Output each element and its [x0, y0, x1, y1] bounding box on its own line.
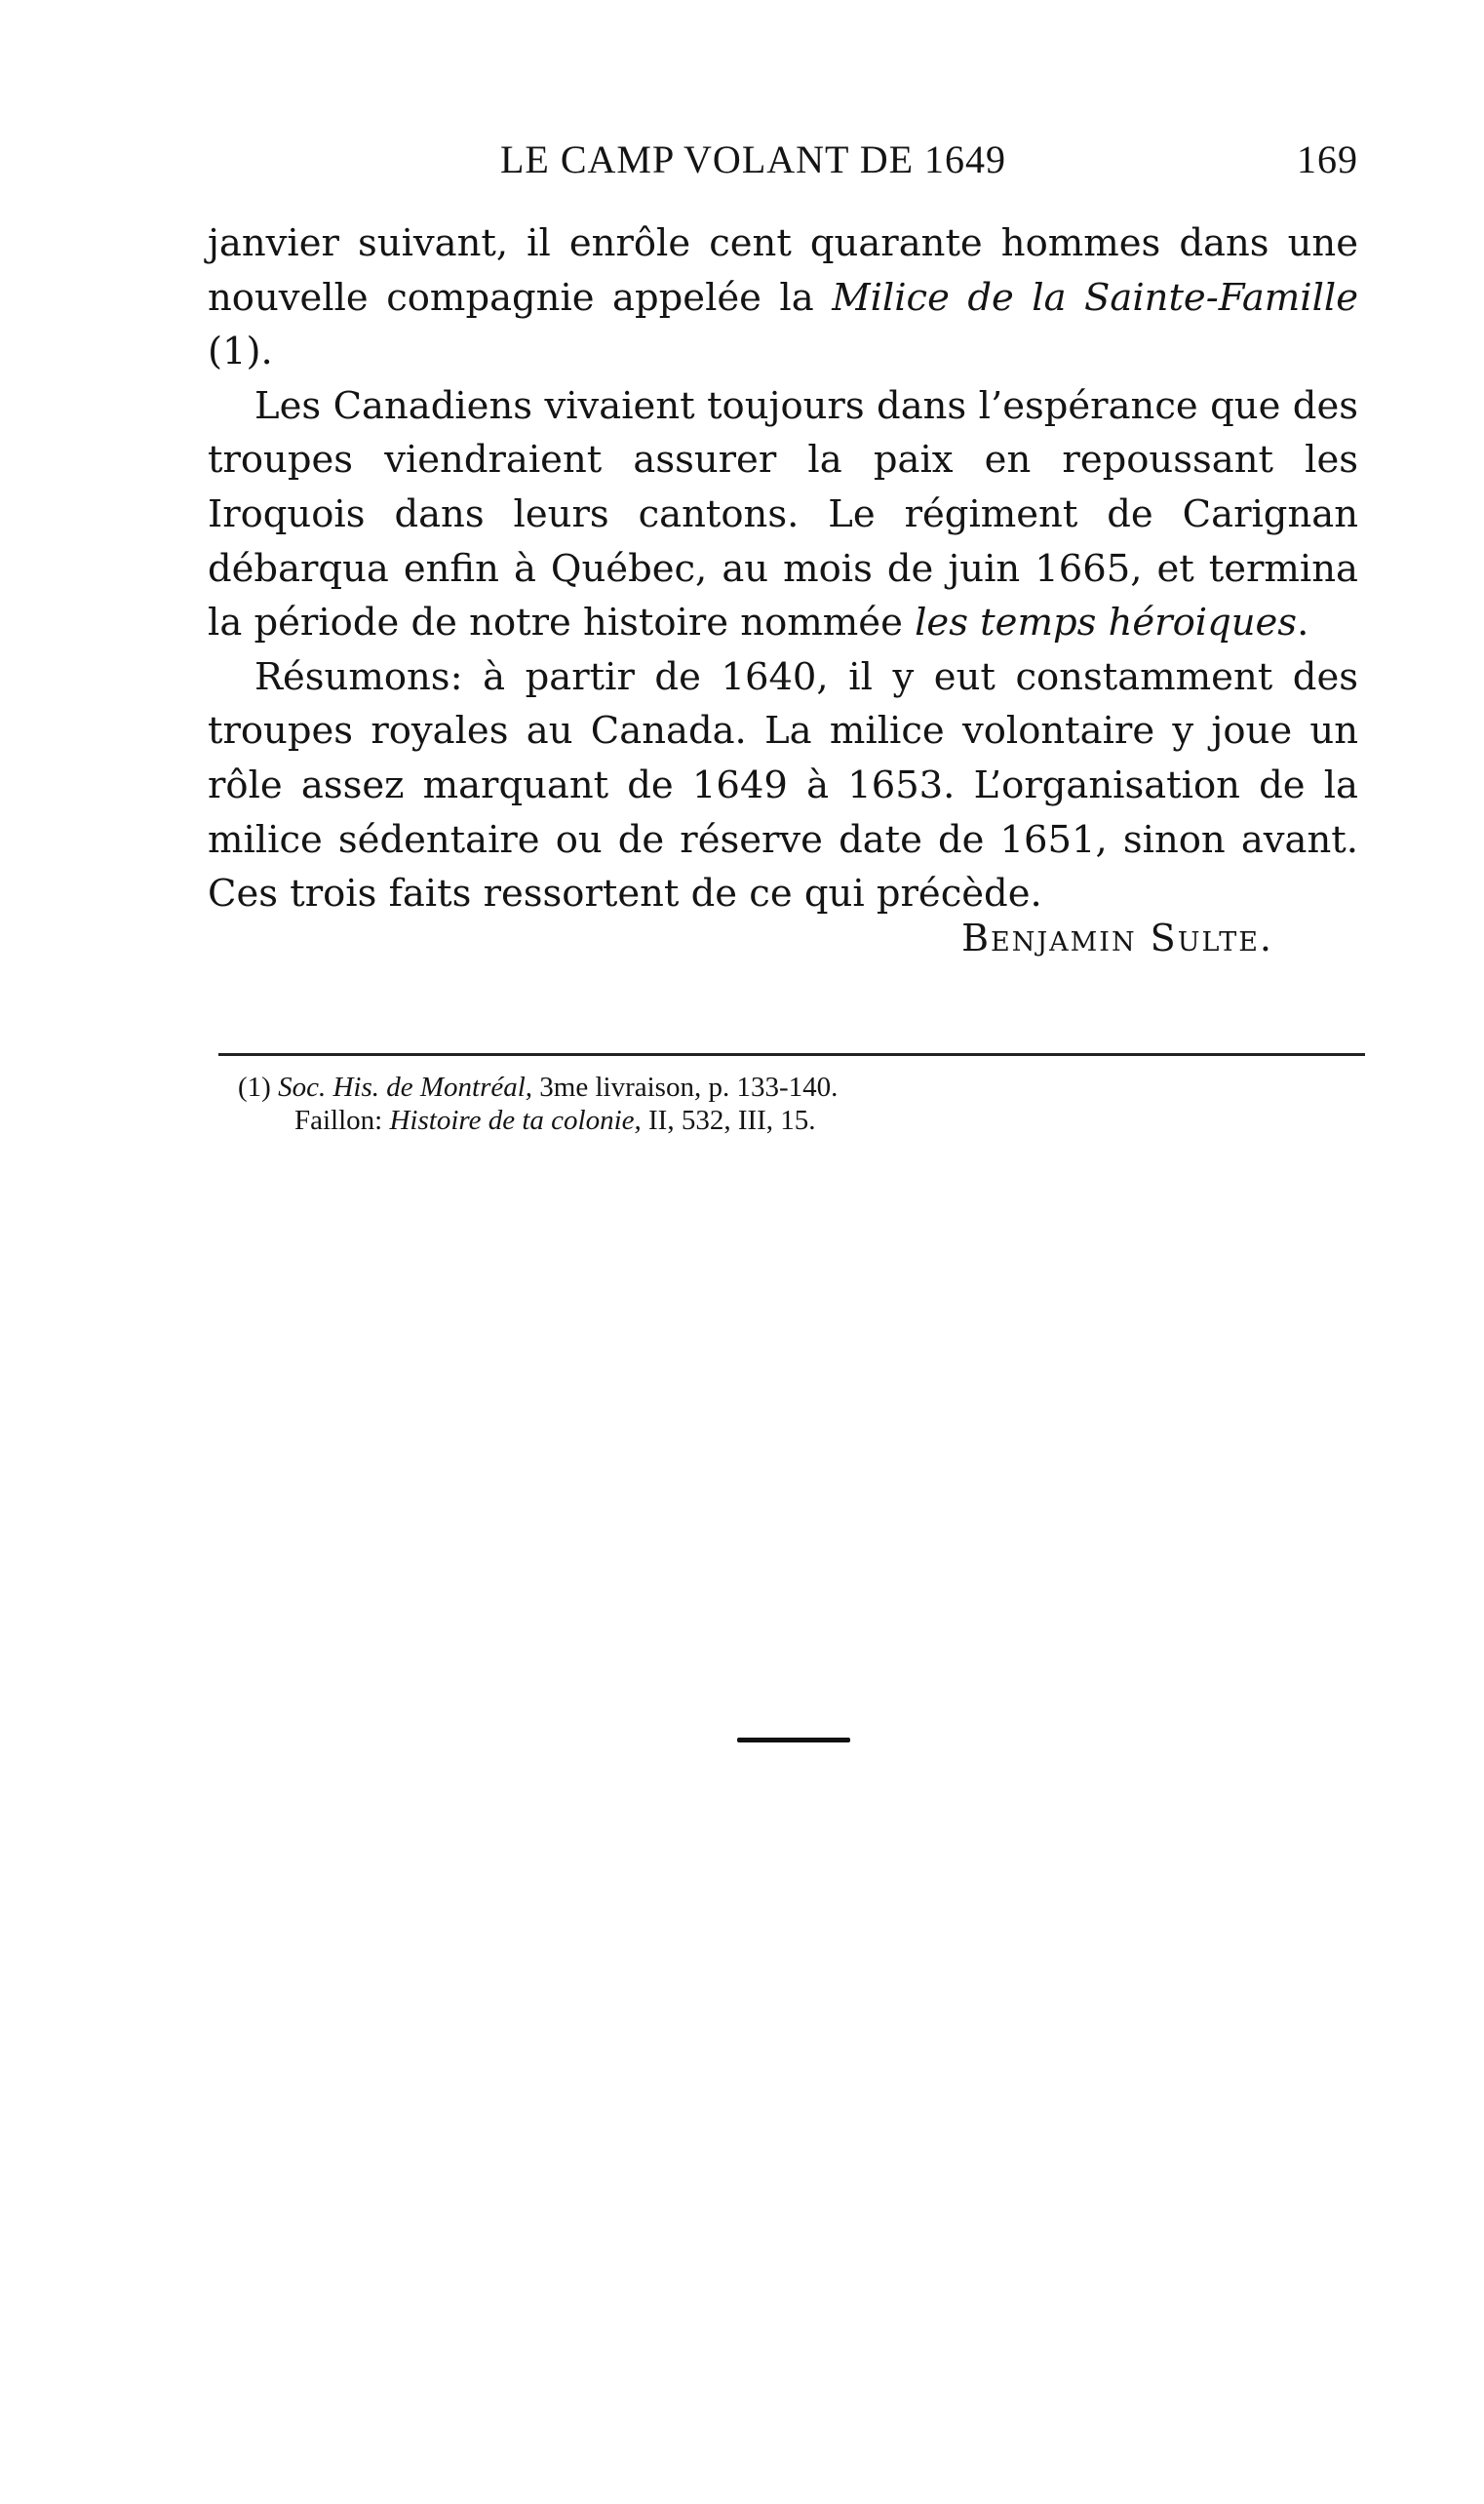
- running-title: LE CAMP VOLANT DE 1649: [500, 137, 1007, 181]
- footnote-2-detail: II, 532, III, 15.: [641, 1105, 816, 1136]
- running-head: [208, 137, 1358, 195]
- footnote-1-source: Soc. His. de Montréal,: [278, 1072, 533, 1103]
- footnote-2-source: Histoire de ta colonie,: [389, 1105, 642, 1136]
- page-number: 169: [1297, 137, 1358, 181]
- footnote-2-author: Faillon:: [294, 1105, 390, 1136]
- paragraph-1: [208, 216, 1358, 379]
- footnote-1-line-2: [238, 1104, 1310, 1137]
- paragraph-1-italic: Milice de la Sainte-Famille: [832, 275, 1359, 320]
- footnote-marker: (1): [238, 1072, 271, 1103]
- end-of-article-rule: [737, 1738, 850, 1742]
- footnote-1-detail: 3me livraison, p. 133-140.: [532, 1072, 839, 1103]
- body-text: [208, 216, 1358, 921]
- footnote-divider: [218, 1053, 1365, 1056]
- footnote-1-line-1: [238, 1071, 1310, 1104]
- paragraph-2: [208, 379, 1358, 650]
- author-signature: Benjamin Sulte.: [961, 917, 1273, 959]
- footnotes: [238, 1071, 1310, 1137]
- paragraph-2-end: .: [1297, 601, 1309, 646]
- paragraph-2-text: Les Canadiens vivaient toujours dans l’espérance que des troupes viendraient assurer la paix en repoussant les Iroquois dans leurs cantons. Le régiment de Carignan débarqua enfin à Québec, au mois de juin 1665, et termina la période de notre histoire nommée: [208, 383, 1358, 646]
- paragraph-1-end: (1).: [208, 330, 273, 374]
- paragraph-3: Résumons: à partir de 1640, il y eut constamment des troupes royales au Canada. La milice volontaire y joue un rôle assez marquant de 1649 à 1653. L’organisation de la milice sédentaire ou de réserve date de 1651, sinon avant. Ces trois faits ressortent de ce qui précède.: [208, 654, 1358, 917]
- paragraph-2-italic: les temps héroiques: [915, 601, 1298, 646]
- paragraph-1-text: janvier suivant, il enrôle cent quarante hommes dans une nouvelle compagnie appelée la: [208, 221, 1358, 320]
